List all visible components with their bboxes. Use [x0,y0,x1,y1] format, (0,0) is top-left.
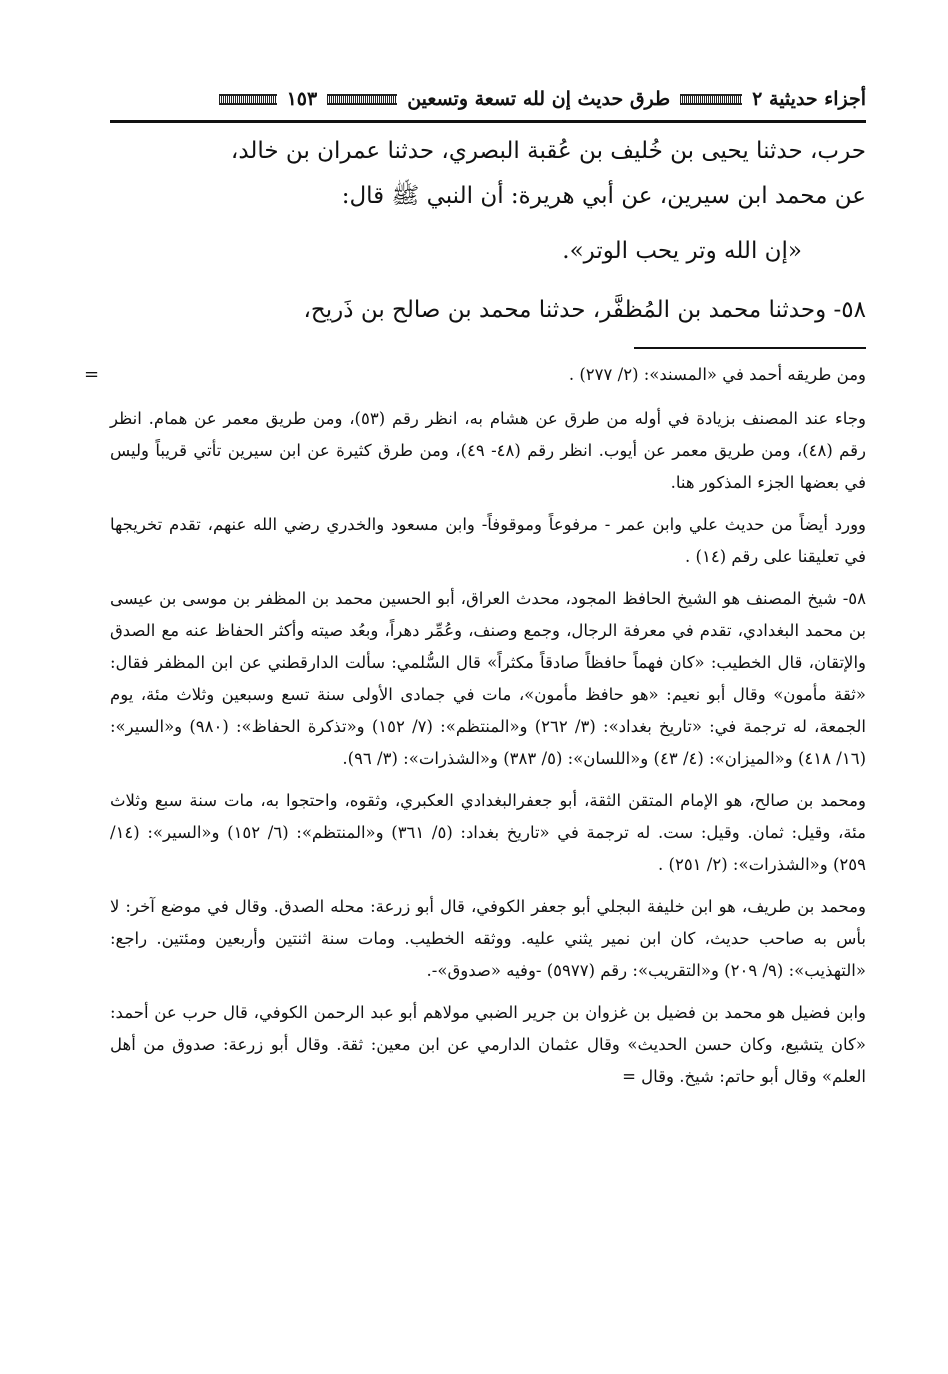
main-line: ٥٨- وحدثنا محمد بن المُظفَّر، حدثنا محمد بن صالح بن ذَريح، [303,297,866,323]
main-text [110,129,866,333]
footnote-paragraph: ومحمد بن صالح، هو الإمام المتقن الثقة، أبو جعفرالبغدادي العكبري، وثقوه، واحتجوا به، مات سنة سبع وثلاث مئة، وقيل: ثمان. وقيل: ست. له ترجمة في «تاريخ بغداد: (٥/ ٣٦١) و«المنتظم»: (٦/ ١٥٢) و«السير»: (١٤/ ٢٥٩) و«الشذرات»: (٢/ ٢٥١) . [110,791,866,874]
running-header [110,78,866,123]
book-page [84,78,867,1105]
header-ornament [680,94,742,105]
footnote-separator [634,347,866,349]
continuation-mark: = [84,364,100,385]
footnote-text: ومن طريقه أحمد في «المسند»: (٢/ ٢٧٧) . [568,365,866,384]
footnote-paragraph: ٥٨- شيخ المصنف هو الشيخ الحافظ المجود، محدث العراق، أبو الحسين محمد بن المظفر بن موسى بن عيسى بن محمد البغدادي، تقدم في معرفة الرجال، وجمع وصنف، وعُمِّر دهراً، وبعُد صيته وأكثر الحفاظ عنه مع الصدق والإتقان، قال الخطيب: «كان فهماً حافظاً صادقاً مكثراً» قال السُّلمي: سألت الدارقطني عن ابن المظفر فقال: «ثقة مأمون» وقال أبو نعيم: «هو حافظ مأمون»، مات في جمادى الأولى سنة تسع وسبعين وثلاث مئة، يوم الجمعة، له ترجمة في: «تاريخ بغداد»: (٣/ ٢٦٢) و«المنتظم»: (٧/ ١٥٢) و«تذكرة الحفاظ»: (٩٨٠) و«السير»: (١٦/ ٤١٨) و«الميزان»: (٤/ ٤٣) و«اللسان»: (٥/ ٣٨٣) و«الشذرات»: (٣/ ٩٦). [110,589,866,768]
footnotes [84,359,867,1093]
book-title: أجزاء حديثية ٢ [752,88,866,110]
footnote-text: وابن فضيل هو محمد بن فضيل بن غزوان بن جرير الضبي مولاهم أبو عبد الرحمن الكوفي، قال حرب عن أحمد: «كان يتشيع، وكان حسن الحديث» وقال عثمان الدارمي عن ابن معين: ثقة. وقال أبو زرعة: صدوق من أهل العلم» وقال أبو حاتم: شيخ. وقال [110,1003,866,1086]
footnote-paragraph: ومحمد بن طريف، هو ابن خليفة البجلي أبو جعفر الكوفي، قال أبو زرعة: محله الصدق. وقال في موضع آخر: لا بأس به صاحب حديث، كان ابن نمير يثني عليه. ووثقه الخطيب. ومات سنة اثنتين وأربعين ومئتين. راجع: «التهذيب»: (٩/ ٢٠٩) و«التقريب»: رقم (٥٩٧٧) -وفيه «صدوق»-. [110,897,866,980]
main-line: حرب، حدثنا يحيى بن خُليف بن عُقبة البصري، حدثنا عمران بن خالد، [230,138,866,164]
hadith-quote: «إن الله وتر يحب الوتر». [562,238,802,264]
page-number: ١٥٣ [286,88,318,110]
header-ornament [219,94,277,105]
footnote-paragraph: وورد أيضاً من حديث علي وابن عمر - مرفوعاً وموقوفاً- وابن مسعود والخدري رضي الله عنهم، تقدم تخريجها في تعليقنا على رقم (١٤) . [110,515,866,566]
main-line: عن محمد ابن سيرين، عن أبي هريرة: أن النبي ﷺ قال: [341,183,866,209]
header-ornament [327,94,397,105]
footnote-continuation [84,359,866,391]
chapter-title: طرق حديث إن لله تسعة وتسعين [407,88,671,110]
continuation-mark: = [622,1067,636,1086]
footnote-paragraph: وجاء عند المصنف بزيادة في أوله من طرق عن هشام به، انظر رقم (٥٣)، ومن طريق معمر عن همام. انظر رقم (٤٨)، ومن طريق معمر عن أيوب. انظر رقم (٤٨- ٤٩)، ومن طرق كثيرة عن ابن سيرين تأتي قريباً وليس في بعضها الجزء المذكور هنا. [110,409,867,492]
footnote-paragraph-last [110,997,866,1093]
